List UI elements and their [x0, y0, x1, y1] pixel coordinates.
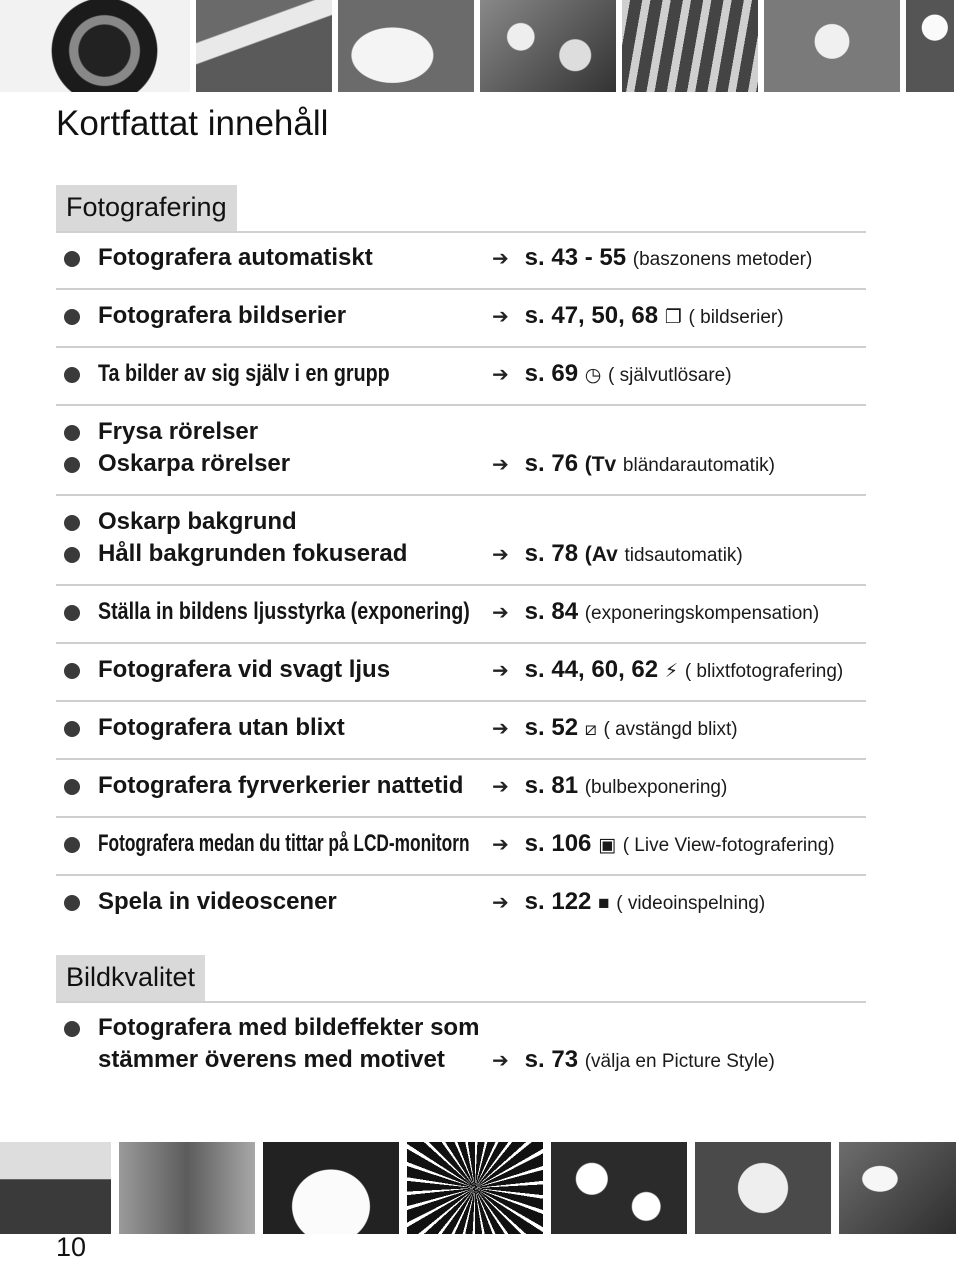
section-header-bildkvalitet	[56, 955, 866, 1003]
magnolia-photo	[764, 0, 900, 92]
bullet-icon	[64, 663, 80, 679]
page-reference[interactable]	[492, 300, 784, 334]
mode-tv-label: (Tv	[584, 453, 617, 476]
ref-note: (exponeringskompensation)	[584, 603, 820, 624]
ref-page: s. 47, 50, 68	[524, 302, 659, 329]
item-label: stämmer överens med motivet	[98, 1046, 445, 1073]
ref-page: s. 78	[524, 540, 579, 567]
item-label: Fotografera utan blixt	[98, 714, 345, 741]
list-item	[56, 1002, 866, 1092]
self-timer-icon: ◷	[584, 365, 602, 386]
item-label: Fotografera vid svagt ljus	[98, 656, 391, 683]
ref-page: s. 106	[524, 830, 592, 857]
page-reference[interactable]	[492, 1044, 775, 1078]
item-label: Fotografera med bildeffekter som	[98, 1014, 480, 1041]
bullet-icon	[64, 605, 80, 621]
ref-note: ( bildserier)	[688, 307, 784, 328]
arrow-right-icon: ➔	[492, 718, 509, 740]
arrow-right-icon: ➔	[492, 248, 509, 270]
ref-note: (välja en Picture Style)	[584, 1051, 775, 1072]
ref-page: s. 81	[524, 772, 579, 799]
page-reference[interactable]	[492, 654, 843, 688]
page-reference[interactable]	[492, 448, 775, 482]
arrow-right-icon: ➔	[492, 454, 509, 476]
item-label: Ställa in bildens ljusstyrka (exponering)	[98, 598, 470, 625]
rocks-photo	[0, 1142, 111, 1234]
list-item	[56, 290, 866, 348]
continuous-shooting-icon: ❐	[664, 307, 682, 328]
bullet-icon	[64, 1021, 80, 1037]
top-photo-strip	[0, 0, 954, 92]
item-label: Håll bakgrunden fokuserad	[98, 540, 408, 567]
list-item	[56, 406, 866, 496]
ref-note: bländarautomatik)	[622, 455, 775, 476]
page-reference[interactable]	[492, 596, 819, 630]
item-label: Fotografera fyrverkerier nattetid	[98, 772, 464, 799]
bildkvalitet-list	[56, 1002, 866, 1092]
movie-icon: ■	[598, 893, 610, 914]
page-reference[interactable]	[492, 886, 765, 920]
section-tab-label: Fotografering	[56, 185, 237, 231]
item-label: Fotografera automatiskt	[98, 244, 373, 271]
ref-page: s. 73	[524, 1046, 579, 1073]
arrow-right-icon: ➔	[492, 306, 509, 328]
camera-photo	[0, 0, 190, 92]
arrow-right-icon: ➔	[492, 364, 509, 386]
hibiscus-photo	[695, 1142, 831, 1234]
ref-note: tidsautomatik)	[624, 545, 743, 566]
page-reference[interactable]	[492, 242, 812, 276]
ref-note: (baszonens metoder)	[632, 249, 813, 270]
blossom-photo	[480, 0, 616, 92]
ref-page: s. 122	[524, 888, 592, 915]
ref-page: s. 52	[524, 714, 579, 741]
ref-page: s. 76	[524, 450, 579, 477]
arrow-right-icon: ➔	[492, 1050, 509, 1072]
bullet-icon	[64, 251, 80, 267]
item-label: Fotografera bildserier	[98, 302, 347, 329]
item-label: Ta bilder av sig själv i en grupp	[98, 360, 390, 387]
bullet-icon	[64, 309, 80, 325]
ref-note: ( Live View-fotografering)	[622, 835, 835, 856]
fotografering-list	[56, 232, 866, 934]
item-label: Spela in videoscener	[98, 888, 337, 915]
arrow-right-icon: ➔	[492, 660, 509, 682]
daisies-photo	[551, 1142, 687, 1234]
arrow-right-icon: ➔	[492, 834, 509, 856]
arrow-right-icon: ➔	[492, 602, 509, 624]
ref-page: s. 44, 60, 62	[524, 656, 659, 683]
bullet-icon	[64, 895, 80, 911]
list-item	[56, 496, 866, 586]
bullet-icon	[64, 547, 80, 563]
section-tab-label: Bildkvalitet	[56, 955, 205, 1001]
ref-page: s. 84	[524, 598, 579, 625]
list-item	[56, 644, 866, 702]
list-item	[56, 232, 866, 290]
page-reference[interactable]	[492, 770, 727, 804]
lotus-photo	[263, 1142, 399, 1234]
ref-note: (bulbexponering)	[584, 777, 728, 798]
bullet-icon	[64, 837, 80, 853]
ref-note: ( videoinspelning)	[616, 893, 766, 914]
page-reference[interactable]	[492, 712, 738, 746]
bullet-icon	[64, 367, 80, 383]
list-item	[56, 876, 866, 934]
mountain-photo	[196, 0, 332, 92]
bullet-icon	[64, 721, 80, 737]
list-item	[56, 760, 866, 818]
page-reference[interactable]	[492, 538, 743, 572]
ref-page: s. 43 - 55	[524, 244, 627, 271]
flash-off-icon: ⧄	[584, 719, 597, 740]
ref-note: ( självutlösare)	[608, 365, 732, 386]
page-title: Kortfattat innehåll	[56, 104, 329, 143]
list-item	[56, 348, 866, 406]
list-item	[56, 586, 866, 644]
item-label: Oskarpa rörelser	[98, 450, 291, 477]
flash-icon: ⚡	[664, 661, 679, 682]
bottom-photo-strip	[0, 1142, 956, 1234]
fireworks-photo	[407, 1142, 543, 1234]
page-reference[interactable]	[492, 828, 835, 862]
insect-photo	[119, 1142, 255, 1234]
arrow-right-icon: ➔	[492, 776, 509, 798]
flowers-photo	[622, 0, 758, 92]
live-view-icon: ▣	[598, 835, 617, 856]
mode-av-label: (Av	[584, 543, 618, 566]
swan-photo	[338, 0, 474, 92]
bullet-icon	[64, 457, 80, 473]
bullet-icon	[64, 515, 80, 531]
arrow-right-icon: ➔	[492, 544, 509, 566]
section-header-fotografering	[56, 185, 866, 233]
cherry-photo	[906, 0, 954, 92]
bullet-icon	[64, 425, 80, 441]
item-label: Frysa rörelser	[98, 418, 259, 445]
page-reference[interactable]	[492, 358, 732, 392]
ref-page: s. 69	[524, 360, 579, 387]
item-label: Oskarp bakgrund	[98, 508, 297, 535]
butterfly-photo	[839, 1142, 956, 1234]
list-item	[56, 702, 866, 760]
arrow-right-icon: ➔	[492, 892, 509, 914]
bullet-icon	[64, 779, 80, 795]
ref-note: ( avstängd blixt)	[603, 719, 738, 740]
item-label: Fotografera medan du tittar på LCD-monitorn	[98, 830, 470, 857]
page-number: 10	[56, 1232, 87, 1262]
ref-note: ( blixtfotografering)	[684, 661, 844, 682]
list-item	[56, 818, 866, 876]
